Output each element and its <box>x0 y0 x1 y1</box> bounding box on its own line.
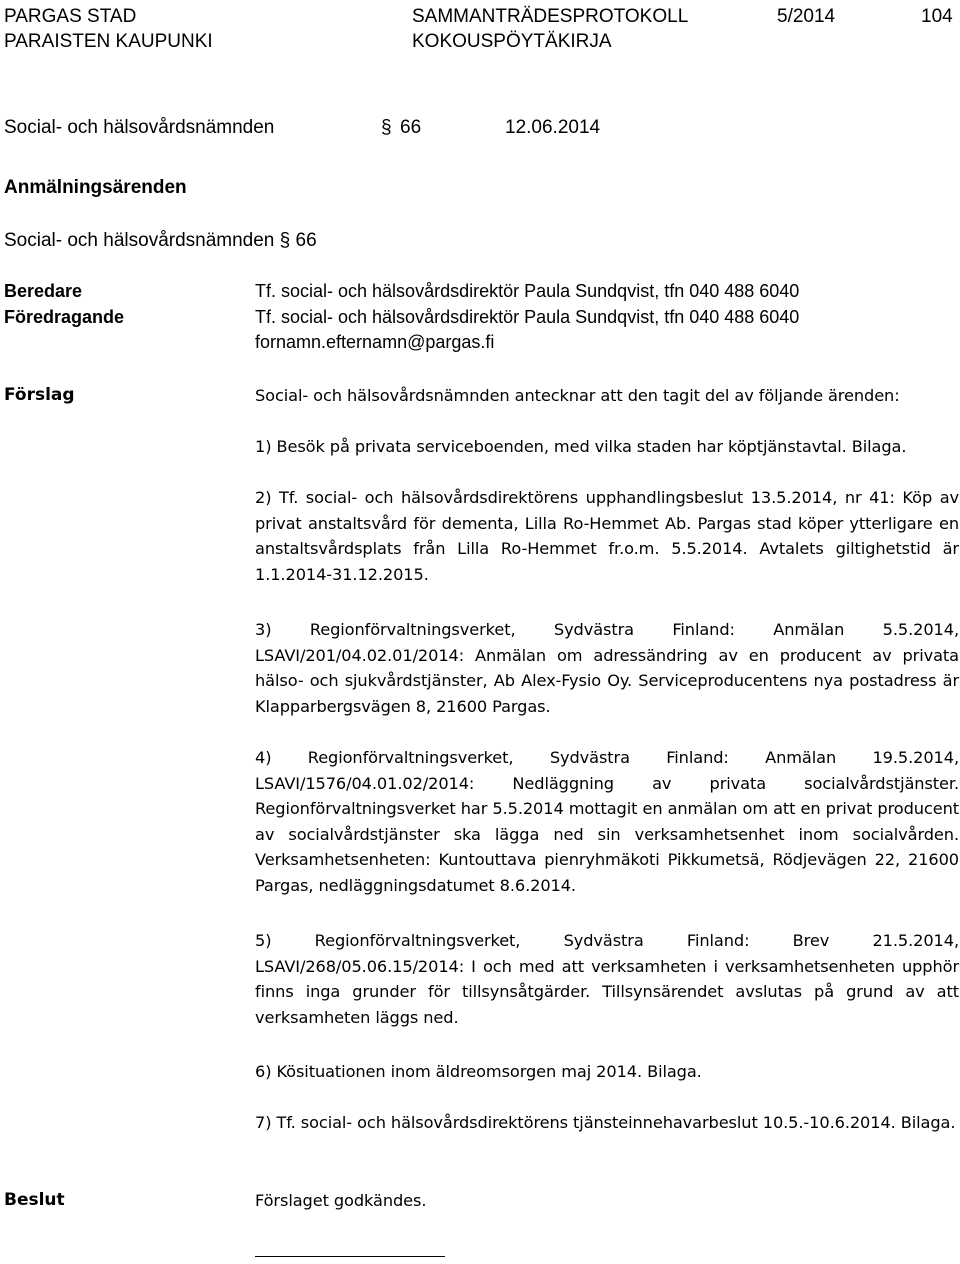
foredragande-email: fornamn.efternamn@pargas.fi <box>255 332 495 352</box>
document-type <box>412 4 688 54</box>
meeting-date: 12.06.2014 <box>505 117 601 138</box>
proposal-item-4: 4) Regionförvaltningsverket, Sydvästra Finland: Anmälan 19.5.2014, LSAVI/1576/04.01.02/2014: Nedläggning av privata socialvårdstjänster. Regionförvaltningsverket har 5.5.2014 mottagit en anmälan om att en privat producent av socialvårdstjänster ska lägga ned sin verksamhetsenhet inom socialvården. Verksamhetsenheten: Kuntouttava pienryhmäkoti Pikkumetsä, Rödjevägen 22, 21600 Pargas, nedläggningsdatumet 8.6.2014. <box>255 748 959 895</box>
foredragande-label: Föredragande <box>4 307 125 327</box>
document-type-fi: KOKOUSPÖYTÄKIRJA <box>412 31 612 52</box>
page-number: 104 <box>921 6 953 27</box>
proposal-item-3: 3) Regionförvaltningsverket, Sydvästra Finland: Anmälan 5.5.2014, LSAVI/201/04.02.01/2014: Anmälan om adressändring av en producent av privata hälso- och sjukvårdstjänster, Ab Alex-Fysio Oy. Serviceproducentens nya postadress är Klapparbergsvägen 8, 21600 Pargas. <box>255 620 959 716</box>
proposal-item-2: 2) Tf. social- och hälsovårdsdirektörens upphandlingsbeslut 13.5.2014, nr 41: Köp av privat anstaltsvård för dementa, Lilla Ro-Hemmet Ab. Pargas stad köper ytterligare en anstaltsvårdsplats från Lilla Ro-Hemmet fr.o.m. 5.5.2014. Avtalets giltighetstid är 1.1.2014-31.12.2015. <box>255 488 959 584</box>
foredragande-value: Tf. social- och hälsovårdsdirektör Paula Sundqvist, tfn 040 488 6040 <box>255 307 800 327</box>
decision-text: Förslaget godkändes. <box>255 1191 427 1210</box>
proposal-item-5: 5) Regionförvaltningsverket, Sydvästra Finland: Brev 21.5.2014, LSAVI/268/05.06.15/2014: I och med att verksamheten i verksamhetsenheten upphör finns inga grunder för tillsynsåtgärder. Tillsynsärendet avslutas på grund av att verksamheten läggs ned. <box>255 931 959 1027</box>
issue-number: 5/2014 <box>777 6 836 27</box>
paragraph-symbol: § <box>381 117 392 138</box>
proposal-item-6: 6) Kösituationen inom äldreomsorgen maj 2014. Bilaga. <box>255 1062 702 1081</box>
section-title: Anmälningsärenden <box>4 177 187 198</box>
meeting-paragraph: 66 <box>400 117 422 138</box>
organization-name <box>4 4 213 54</box>
organization-name-sv: PARGAS STAD <box>4 6 137 27</box>
signature-line <box>255 1256 445 1257</box>
beslut-label: Beslut <box>4 1190 65 1210</box>
section-reference: Social- och hälsovårdsnämnden § 66 <box>4 230 317 251</box>
forslag-label: Förslag <box>4 385 75 405</box>
document-type-sv: SAMMANTRÄDESPROTOKOLL <box>412 6 689 27</box>
beredare-label: Beredare <box>4 281 83 301</box>
proposal-item-7: 7) Tf. social- och hälsovårdsdirektörens tjänsteinnehavarbeslut 10.5.-10.6.2014. Bilaga. <box>255 1113 956 1132</box>
proposal-item-1: 1) Besök på privata serviceboenden, med vilka staden har köptjänstavtal. Bilaga. <box>255 437 907 456</box>
beredare-value: Tf. social- och hälsovårdsdirektör Paula Sundqvist, tfn 040 488 6040 <box>255 281 800 301</box>
meeting-body: Social- och hälsovårdsnämnden <box>4 117 275 138</box>
organization-name-fi: PARAISTEN KAUPUNKI <box>4 31 213 52</box>
proposal-intro: Social- och hälsovårdsnämnden antecknar att den tagit del av följande ärenden: <box>255 386 900 405</box>
